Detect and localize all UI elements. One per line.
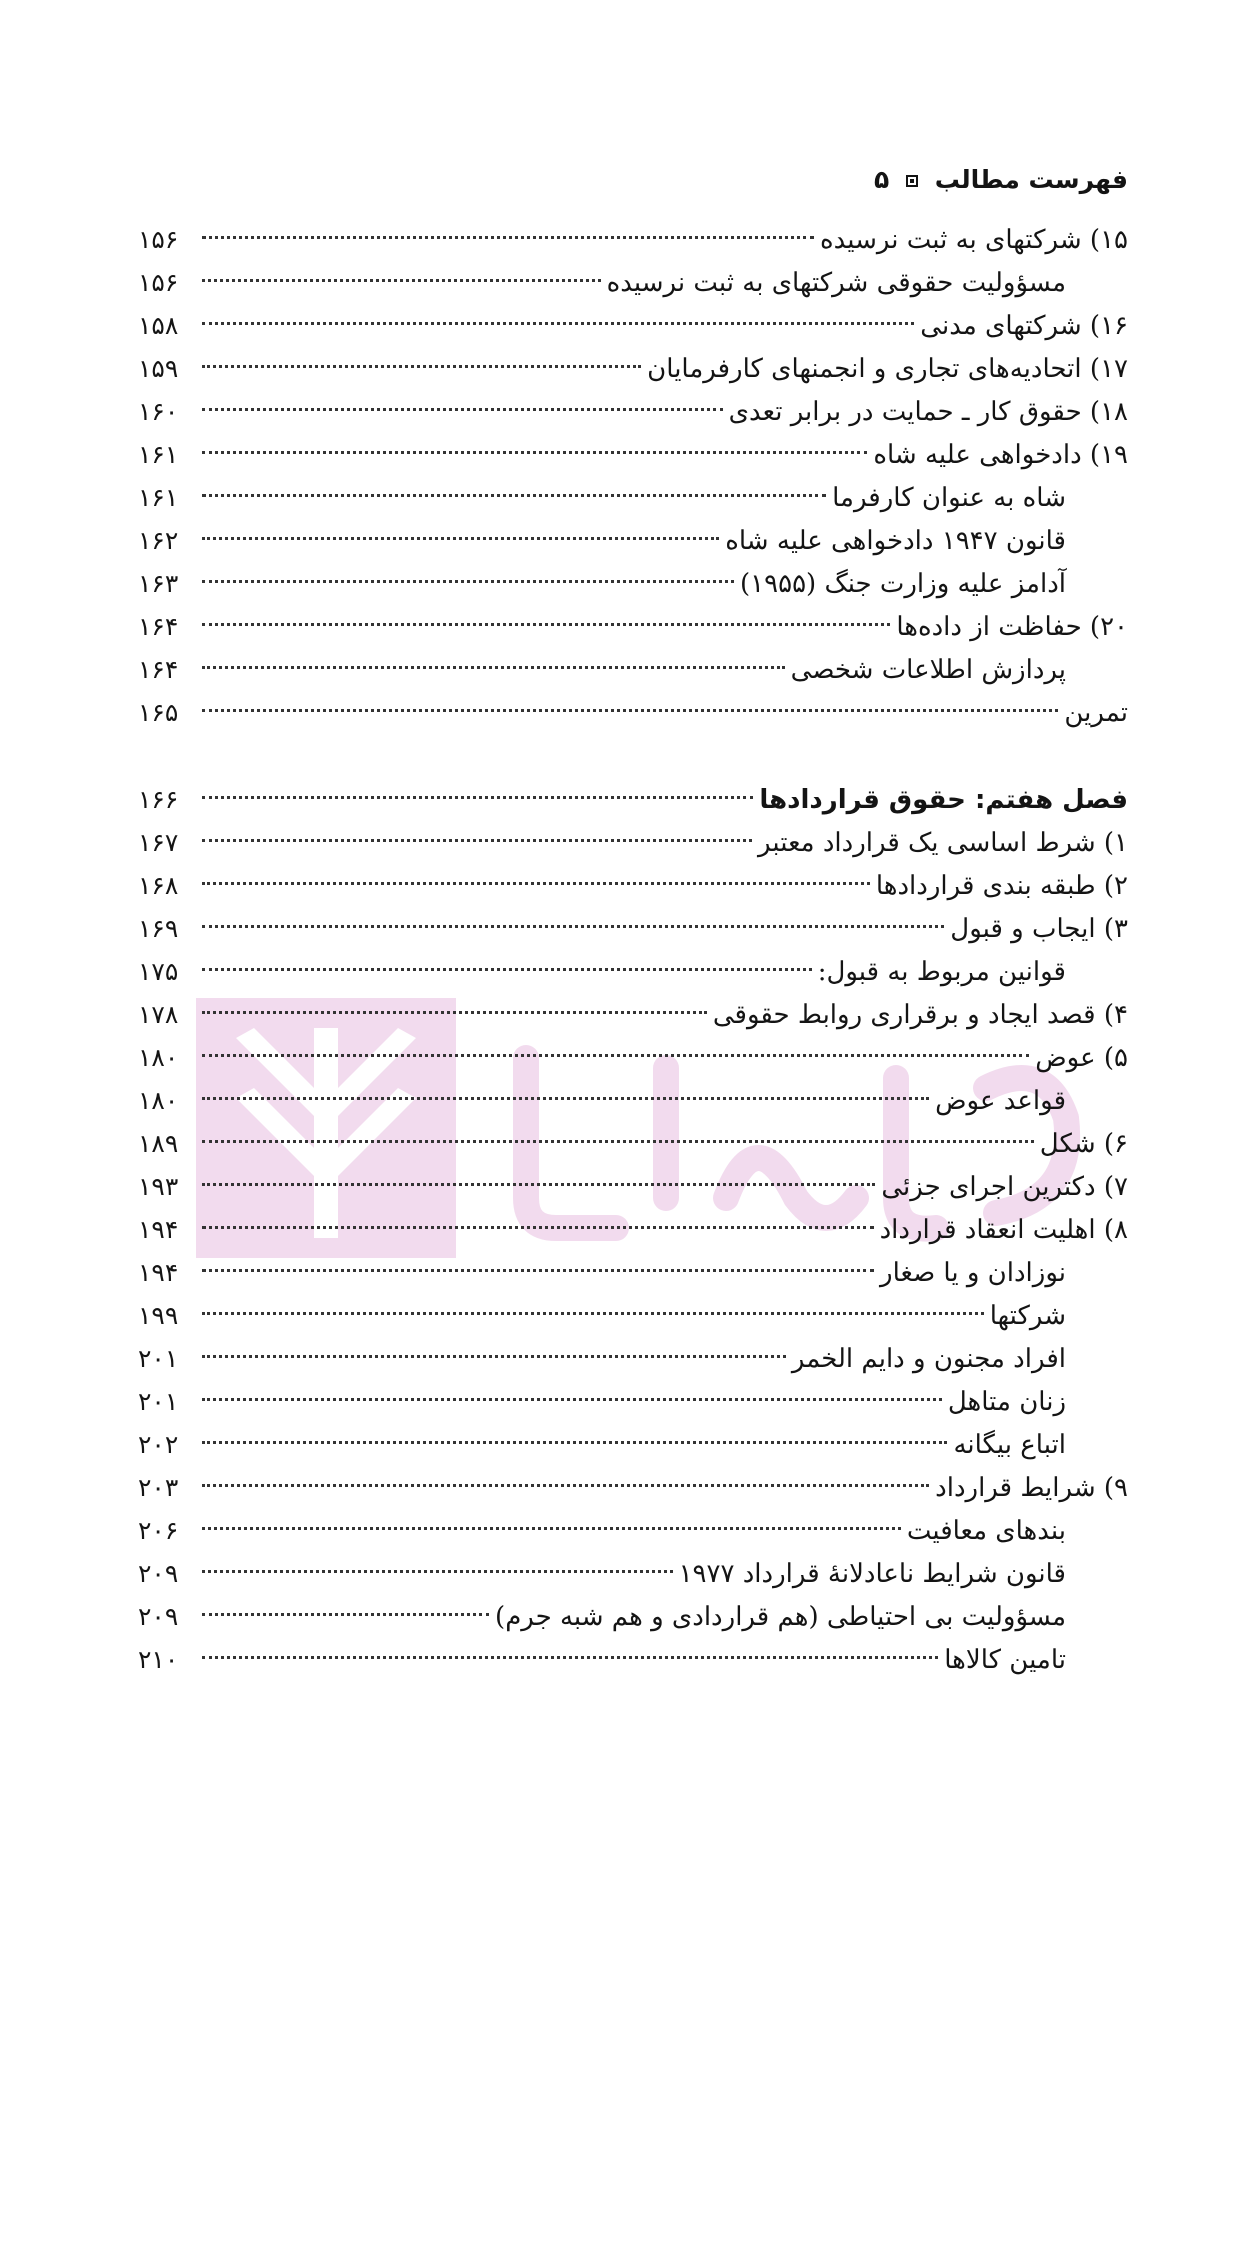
toc-entry: مسؤولیت بی احتیاطی (هم قراردادی و هم شبه جرم) ۲۰۹ (138, 1602, 1066, 1632)
toc-entry: ۸) اهلیت انعقاد قرارداد ۱۹۴ (138, 1215, 1128, 1245)
toc-entry: ۱۹) دادخواهی علیه شاه ۱۶۱ (138, 440, 1128, 470)
dot-leader (202, 1613, 489, 1616)
toc-entry: ۱۵) شرکتهای به ثبت نرسیده ۱۵۶ (138, 225, 1128, 255)
toc-entry: ۹) شرایط قرارداد ۲۰۳ (138, 1473, 1128, 1503)
dot-leader (202, 1011, 707, 1014)
toc-entry: ۲۰) حفاظت از داده‌ها ۱۶۴ (138, 612, 1128, 642)
toc-entry: قانون شرایط ناعادلانهٔ قرارداد ۱۹۷۷ ۲۰۹ (138, 1559, 1066, 1589)
toc-entry: ۷) دکترین اجرای جزئی ۱۹۳ (138, 1172, 1128, 1202)
dot-leader (202, 796, 753, 799)
running-header (138, 162, 1128, 198)
dot-leader (202, 279, 601, 282)
header-title: فهرست مطالب (934, 165, 1128, 194)
toc-entry: ۱۷) اتحادیه‌های تجاری و انجمنهای کارفرمایان ۱۵۹ (138, 354, 1128, 384)
toc-entry: شرکتها ۱۹۹ (138, 1301, 1066, 1331)
toc-entry: پردازش اطلاعات شخصی ۱۶۴ (138, 655, 1066, 685)
toc-section-chapter-6-continued (138, 218, 1128, 734)
toc-entry: تامین کالاها ۲۱۰ (138, 1645, 1066, 1675)
dot-leader (202, 1570, 673, 1573)
dot-leader (202, 839, 752, 842)
dot-leader (202, 1441, 947, 1444)
dot-leader (202, 709, 1058, 712)
toc-entry: افراد مجنون و دایم الخمر ۲۰۱ (138, 1344, 1066, 1374)
dot-leader (202, 968, 812, 971)
toc-entry: زنان متاهل ۲۰۱ (138, 1387, 1066, 1417)
toc-chapter-heading: فصل هفتم: حقوق قراردادها ۱۶۶ (138, 785, 1128, 815)
toc-entry: تمرین ۱۶۵ (138, 698, 1128, 728)
dot-leader (202, 882, 870, 885)
dot-leader (202, 1054, 1029, 1057)
square-ornament-icon (906, 175, 918, 187)
toc-entry: ۱۶) شرکتهای مدنی ۱۵۸ (138, 311, 1128, 341)
dot-leader (202, 494, 826, 497)
dot-leader (202, 365, 641, 368)
toc-entry: آدامز علیه وزارت جنگ (۱۹۵۵) ۱۶۳ (138, 569, 1066, 599)
toc-entry: ۶) شکل ۱۸۹ (138, 1129, 1128, 1159)
toc-entry: اتباع بیگانه ۲۰۲ (138, 1430, 1066, 1460)
dot-leader (202, 1183, 875, 1186)
dot-leader (202, 1226, 874, 1229)
dot-leader (202, 1484, 929, 1487)
toc-entry: مسؤولیت حقوقی شرکتهای به ثبت نرسیده ۱۵۶ (138, 268, 1066, 298)
dot-leader (202, 1527, 901, 1530)
dot-leader (202, 537, 719, 540)
dot-leader (202, 580, 734, 583)
toc-entry: قانون ۱۹۴۷ دادخواهی علیه شاه ۱۶۲ (138, 526, 1066, 556)
dot-leader (202, 1140, 1034, 1143)
dot-leader (202, 236, 814, 239)
dot-leader (202, 408, 723, 411)
toc-entry: قواعد عوض ۱۸۰ (138, 1086, 1066, 1116)
dot-leader (202, 1355, 786, 1358)
toc-entry: شاه به عنوان کارفرما ۱۶۱ (138, 483, 1066, 513)
toc-section-chapter-7 (138, 778, 1128, 1681)
dot-leader (202, 322, 914, 325)
toc-entry: ۳) ایجاب و قبول ۱۶۹ (138, 914, 1128, 944)
dot-leader (202, 1656, 938, 1659)
dot-leader (202, 1312, 984, 1315)
toc-entry: ۵) عوض ۱۸۰ (138, 1043, 1128, 1073)
dot-leader (202, 451, 867, 454)
toc-entry: قوانین مربوط به قبول: ۱۷۵ (138, 957, 1066, 987)
dot-leader (202, 925, 944, 928)
toc-entry: نوزادان و یا صغار ۱۹۴ (138, 1258, 1066, 1288)
toc-entry: بندهای معافیت ۲۰۶ (138, 1516, 1066, 1546)
toc-entry: ۱۸) حقوق کار ـ حمایت در برابر تعدی ۱۶۰ (138, 397, 1128, 427)
dot-leader (202, 1398, 942, 1401)
table-of-contents (138, 218, 1128, 1681)
toc-entry: ۲) طبقه بندی قراردادها ۱۶۸ (138, 871, 1128, 901)
dot-leader (202, 1269, 874, 1272)
toc-entry: ۱) شرط اساسی یک قرارداد معتبر ۱۶۷ (138, 828, 1128, 858)
header-page-number: ۵ (874, 165, 890, 194)
dot-leader (202, 1097, 929, 1100)
toc-entry: ۴) قصد ایجاد و برقراری روابط حقوقی ۱۷۸ (138, 1000, 1128, 1030)
dot-leader (202, 666, 785, 669)
dot-leader (202, 623, 890, 626)
